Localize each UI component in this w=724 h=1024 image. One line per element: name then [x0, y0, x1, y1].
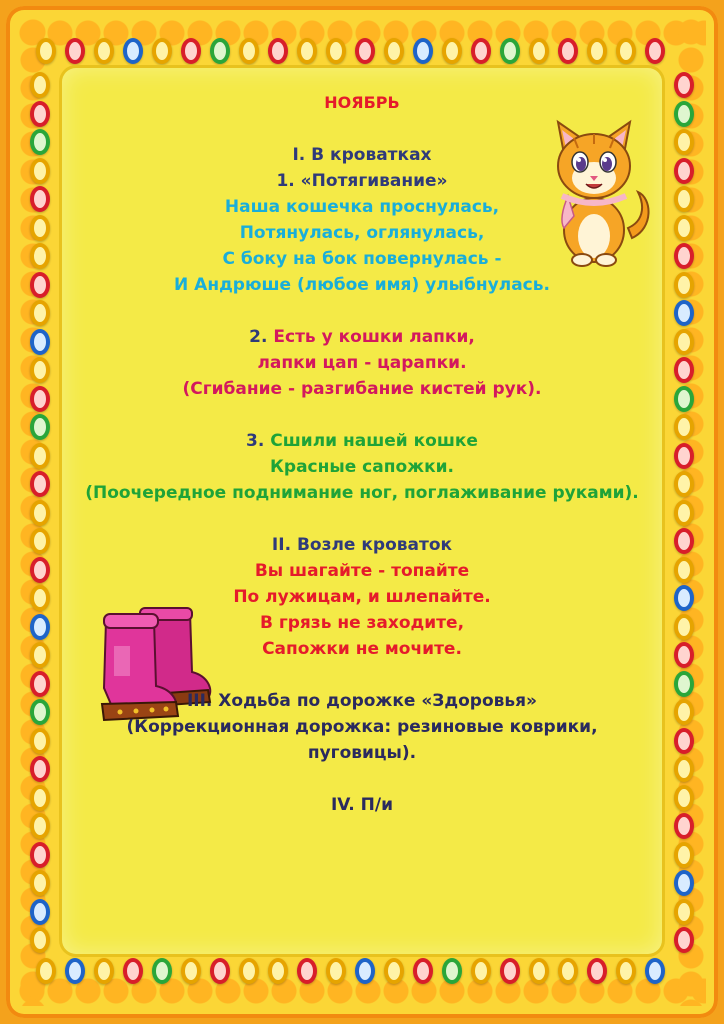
chant-line: По лужицам, и шлепайте.: [233, 587, 491, 607]
bead-ornament: [30, 215, 50, 241]
bead-ornament: [645, 958, 665, 984]
bead-ornament: [413, 38, 433, 64]
item-3-line: Красные сапожки.: [270, 457, 454, 477]
section-3-note: (Коррекционная дорожка: резиновые коврики, пуговицы).: [126, 717, 598, 763]
item-2-line-1: [80, 324, 644, 350]
bead-ornament: [123, 38, 143, 64]
bead-ornament: [30, 614, 50, 640]
bead-ornament: [326, 958, 346, 984]
bead-ornament: [297, 958, 317, 984]
bead-ornament: [558, 958, 578, 984]
bead-ornament: [674, 158, 694, 184]
bead-ornament: [384, 958, 404, 984]
bead-ornament: [30, 842, 50, 868]
bead-ornament: [500, 38, 520, 64]
bead-ornament: [674, 671, 694, 697]
bead-ornament: [30, 129, 50, 155]
bead-ornament: [500, 958, 520, 984]
bead-ornament: [674, 129, 694, 155]
bead-ornament: [30, 386, 50, 412]
bead-ornament: [471, 38, 491, 64]
bead-ornament: [674, 101, 694, 127]
bead-ornament: [30, 72, 50, 98]
bead-ornament: [674, 642, 694, 668]
bead-ornament: [30, 642, 50, 668]
bead-ornament: [674, 215, 694, 241]
bead-ornament: [616, 38, 636, 64]
bead-ornament: [674, 386, 694, 412]
bead-ornament: [674, 756, 694, 782]
bead-ornament: [674, 272, 694, 298]
bead-ornament: [30, 699, 50, 725]
bead-ornament: [674, 557, 694, 583]
bead-ornament: [616, 958, 636, 984]
bead-ornament: [674, 614, 694, 640]
poem-line: И Андрюше (любое имя) улыбнулась.: [174, 275, 550, 295]
bead-ornament: [268, 958, 288, 984]
bead-ornament: [674, 528, 694, 554]
bead-ornament: [30, 870, 50, 896]
bead-ornament: [30, 471, 50, 497]
bead-ornament: [30, 671, 50, 697]
page-title: НОЯБРЬ: [324, 93, 400, 112]
bead-ornament: [30, 528, 50, 554]
item-3-text: Сшили нашей кошке: [270, 431, 478, 451]
bead-ornament: [30, 186, 50, 212]
bead-ornament: [442, 958, 462, 984]
bead-ornament: [529, 958, 549, 984]
bead-ornament: [558, 38, 578, 64]
item-3-number: 3.: [246, 431, 265, 451]
bead-ornament: [30, 414, 50, 440]
bead-ornament: [94, 38, 114, 64]
bead-ornament: [674, 357, 694, 383]
bead-ornament: [30, 728, 50, 754]
bead-ornament: [355, 958, 375, 984]
item-2-text: Есть у кошки лапки,: [273, 327, 475, 347]
bead-ornament: [210, 958, 230, 984]
item-3-line-1: [80, 428, 644, 454]
bead-ornament: [94, 958, 114, 984]
item-2-line: лапки цап - царапки.: [257, 353, 467, 373]
bead-ornament: [442, 38, 462, 64]
bead-ornament: [674, 699, 694, 725]
bead-ornament: [645, 38, 665, 64]
bead-ornament: [30, 756, 50, 782]
bead-ornament: [181, 38, 201, 64]
bead-ornament: [471, 958, 491, 984]
item-2-number: 2.: [249, 327, 268, 347]
bead-ornament: [210, 38, 230, 64]
bead-ornament: [30, 927, 50, 953]
section-1-heading: I. В кроватках: [292, 145, 432, 165]
bead-ornament: [674, 186, 694, 212]
bead-ornament: [674, 842, 694, 868]
bead-ornament: [674, 300, 694, 326]
bead-ornament: [413, 958, 433, 984]
poem-line: С боку на бок повернулась -: [222, 249, 502, 269]
bead-ornament: [674, 243, 694, 269]
bead-ornament: [674, 585, 694, 611]
bead-ornament: [674, 500, 694, 526]
bead-ornament: [30, 243, 50, 269]
bead-ornament: [674, 927, 694, 953]
bead-ornament: [36, 38, 56, 64]
bead-ornament: [30, 300, 50, 326]
bead-ornament: [30, 899, 50, 925]
bead-ornament: [30, 272, 50, 298]
item-1-title: 1. «Потягивание»: [276, 171, 448, 191]
item-3-note: (Поочередное поднимание ног, поглаживание руками).: [85, 483, 639, 503]
bead-ornament: [326, 38, 346, 64]
bead-ornament: [30, 329, 50, 355]
poem-line: Потянулась, оглянулась,: [239, 223, 485, 243]
bead-ornament: [587, 38, 607, 64]
bead-ornament: [30, 500, 50, 526]
bead-ornament: [674, 471, 694, 497]
bead-ornament: [355, 38, 375, 64]
bead-ornament: [297, 38, 317, 64]
bead-ornament: [30, 557, 50, 583]
bead-ornament: [674, 785, 694, 811]
section-4-heading: IV. П/и: [330, 795, 393, 815]
bead-ornament: [674, 870, 694, 896]
bead-ornament: [181, 958, 201, 984]
bead-ornament: [587, 958, 607, 984]
bead-ornament: [30, 813, 50, 839]
bead-ornament: [65, 38, 85, 64]
section-2-heading: II. Возле кроваток: [271, 535, 453, 555]
bead-ornament: [123, 958, 143, 984]
bead-ornament: [674, 329, 694, 355]
bead-ornament: [674, 414, 694, 440]
chant-line: Вы шагайте - топайте: [254, 561, 470, 581]
bead-ornament: [30, 158, 50, 184]
bead-ornament: [65, 958, 85, 984]
chant-line: В грязь не заходите,: [259, 613, 465, 633]
program-text: [80, 90, 644, 818]
item-2-line: (Сгибание - разгибание кистей рук).: [182, 379, 542, 399]
chant-line: Сапожки не мочите.: [262, 639, 462, 659]
bead-ornament: [674, 72, 694, 98]
bead-ornament: [152, 38, 172, 64]
bead-ornament: [152, 958, 172, 984]
bead-ornament: [674, 813, 694, 839]
bead-ornament: [674, 443, 694, 469]
bead-ornament: [36, 958, 56, 984]
bead-ornament: [529, 38, 549, 64]
bead-ornament: [239, 958, 259, 984]
bead-ornament: [30, 357, 50, 383]
bead-ornament: [30, 585, 50, 611]
bead-ornament: [239, 38, 259, 64]
bead-ornament: [674, 728, 694, 754]
bead-ornament: [30, 443, 50, 469]
poem-line: Наша кошечка проснулась,: [224, 197, 500, 217]
bead-ornament: [674, 899, 694, 925]
bead-ornament: [268, 38, 288, 64]
bead-ornament: [30, 785, 50, 811]
bead-ornament: [384, 38, 404, 64]
section-3-heading: III. Ходьба по дорожке «Здоровья»: [186, 691, 538, 711]
bead-ornament: [30, 101, 50, 127]
